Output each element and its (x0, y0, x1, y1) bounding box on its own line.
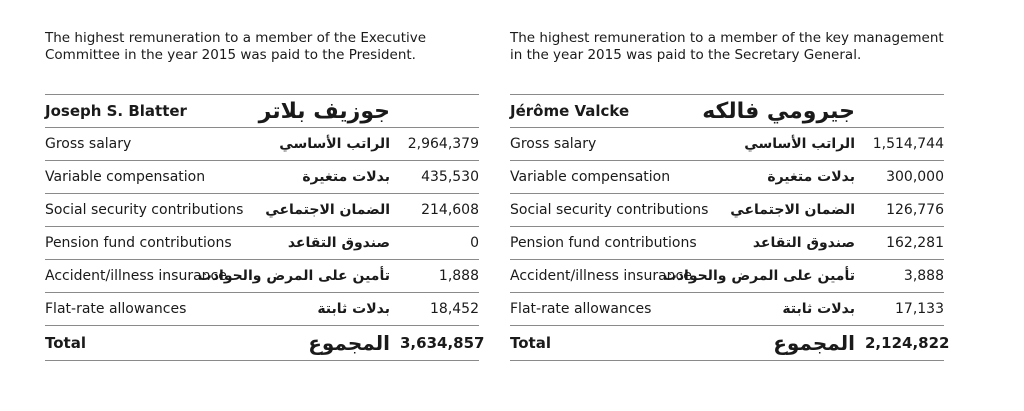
table-row (510, 227, 944, 260)
remuneration-table (45, 94, 485, 361)
row-value: 126,776 (865, 194, 944, 227)
row-value: 2,964,379 (400, 128, 479, 161)
intro-text: The highest remuneration to a member of the Executive Committee in the year 2015 was paid to the President. (45, 30, 427, 63)
total-row (45, 326, 479, 361)
table-row (510, 194, 944, 227)
total-value: 3,634,857 (400, 326, 479, 361)
row-label-en: Accident/illness insurance (45, 260, 250, 293)
total-label-en: Total (510, 326, 715, 361)
row-label-en: Variable compensation (510, 161, 715, 194)
remuneration-panel-secretary-general (510, 30, 950, 361)
row-label-ar: الضمان الاجتماعي (715, 194, 865, 227)
row-label-en: Flat-rate allowances (510, 293, 715, 326)
row-label-ar: بدلات ثابتة (715, 293, 865, 326)
name-row (45, 95, 479, 128)
row-value: 214,608 (400, 194, 479, 227)
row-label-ar: الضمان الاجتماعي (250, 194, 400, 227)
total-label-ar: المجموع (250, 326, 400, 361)
row-label-ar: تأمين على المرض والحوادث (715, 260, 865, 293)
table-row (510, 293, 944, 326)
name-row (510, 95, 944, 128)
row-label-ar: الراتب الأساسي (715, 128, 865, 161)
row-label-en: Flat-rate allowances (45, 293, 250, 326)
row-label-en: Pension fund contributions (510, 227, 715, 260)
intro-text: The highest remuneration to a member of the key management in the year 2015 was paid to the Secretary General. (510, 30, 944, 63)
row-label-en: Social security contributions (510, 194, 715, 227)
row-label-ar: بدلات ثابتة (250, 293, 400, 326)
total-row (510, 326, 944, 361)
table-row (45, 161, 479, 194)
row-label-en: Pension fund contributions (45, 227, 250, 260)
row-value: 300,000 (865, 161, 944, 194)
row-value: 435,530 (400, 161, 479, 194)
table-row (45, 128, 479, 161)
total-value: 2,124,822 (865, 326, 944, 361)
row-value: 0 (400, 227, 479, 260)
table-row (510, 161, 944, 194)
row-label-en: Accident/illness insurance (510, 260, 715, 293)
person-name-en: Jérôme Valcke (510, 95, 715, 128)
row-value: 17,133 (865, 293, 944, 326)
remuneration-panel-president (45, 30, 485, 361)
row-label-ar: الراتب الأساسي (250, 128, 400, 161)
row-label-ar: بدلات متغيرة (250, 161, 400, 194)
row-value: 162,281 (865, 227, 944, 260)
table-row (45, 194, 479, 227)
row-label-en: Gross salary (45, 128, 250, 161)
table-row (45, 293, 479, 326)
empty-cell (865, 95, 944, 128)
table-row (510, 260, 944, 293)
row-label-ar: صندوق التقاعد (715, 227, 865, 260)
person-name-ar: جيرومي فالكه (715, 95, 865, 128)
row-label-en: Social security contributions (45, 194, 250, 227)
row-value: 1,514,744 (865, 128, 944, 161)
row-label-en: Gross salary (510, 128, 715, 161)
person-name-ar: جوزيف بلاتر (250, 95, 400, 128)
table-row (45, 227, 479, 260)
person-name-en: Joseph S. Blatter (45, 95, 250, 128)
row-label-ar: بدلات متغيرة (715, 161, 865, 194)
row-value: 18,452 (400, 293, 479, 326)
table-row (510, 128, 944, 161)
row-value: 3,888 (865, 260, 944, 293)
row-label-en: Variable compensation (45, 161, 250, 194)
row-value: 1,888 (400, 260, 479, 293)
total-label-en: Total (45, 326, 250, 361)
total-label-ar: المجموع (715, 326, 865, 361)
empty-cell (400, 95, 479, 128)
remuneration-table (510, 94, 950, 361)
row-label-ar: صندوق التقاعد (250, 227, 400, 260)
table-row (45, 260, 479, 293)
row-label-ar: تأمين على المرض والحوادث (250, 260, 400, 293)
